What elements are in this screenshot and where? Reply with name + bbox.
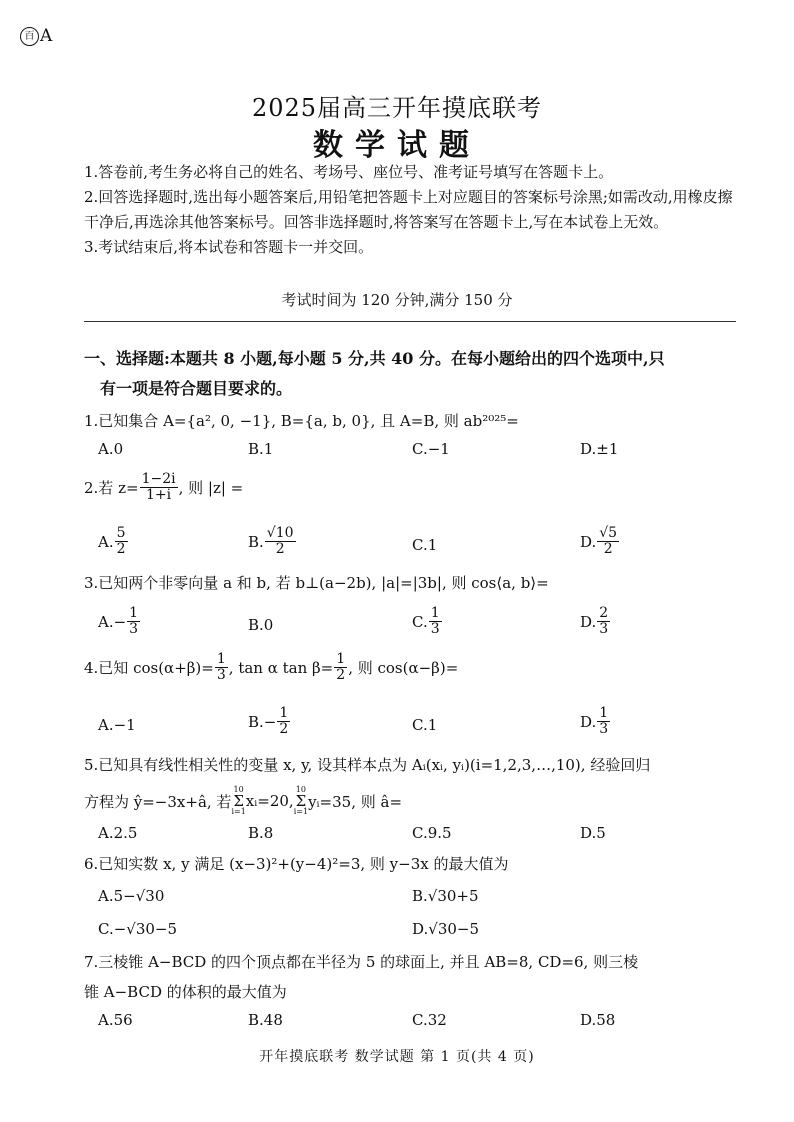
q5-option-b: B.8	[248, 824, 274, 842]
q2-option-d-num: √5	[599, 525, 618, 541]
q3-option-c-den: 3	[430, 621, 440, 637]
q5-option-c: C.9.5	[412, 824, 452, 842]
subject-title: 数学试题	[313, 128, 481, 163]
q3-option-d-label: D.	[580, 612, 597, 631]
q3-option-c-frac	[429, 606, 442, 637]
q1-option-a: A.0	[98, 440, 124, 458]
q4-part3: , 则 cos(α−β)=	[348, 659, 459, 677]
q7-option-a: A.56	[98, 1011, 133, 1029]
q4-option-c: C.1	[412, 716, 438, 734]
q4-option-b-label: B.−	[248, 712, 277, 731]
q4-option-d-den: 3	[599, 721, 609, 737]
instruction-2: 2.回答选择题时,选出每小题答案后,用铅笔把答题卡上对应题目的答案标号涂黑;如需改动,用橡皮擦干净后,再选涂其他答案标号。回答非选择题时,将答案写在答题卡上,写在本试卷上无效。	[84, 188, 733, 231]
q5-option-a: A.2.5	[98, 824, 138, 842]
section-heading-line2: 有一项是符合题目要求的。	[100, 379, 293, 398]
q5-line2-part1: 方程为 ŷ=−3x+â, 若	[84, 792, 232, 811]
instruction-3: 3.考试结束后,将本试卷和答题卡一并交回。	[84, 238, 374, 256]
q4-option-b-frac	[277, 706, 290, 737]
exam-title: 2025届高三开年摸底联考	[251, 94, 543, 122]
q2-option-a	[98, 526, 129, 557]
q1-option-d: D.±1	[580, 440, 619, 458]
q4-part1: 4.已知 cos(α+β)=	[84, 659, 214, 677]
q2-den: 1+i	[146, 487, 172, 503]
q2-option-a-num: 5	[116, 525, 126, 541]
q7-option-b: B.48	[248, 1011, 283, 1029]
q3-option-c	[412, 606, 443, 637]
q6-option-d: D.√30−5	[412, 920, 480, 938]
q2-option-d-den: 2	[603, 541, 613, 557]
instructions	[84, 160, 736, 260]
divider	[84, 321, 736, 322]
paper-code-letter: A	[40, 26, 53, 46]
instruction-1: 1.答卷前,考生务必将自己的姓名、考场号、座位号、准考证号填写在答题卡上。	[84, 163, 614, 181]
q3-option-a-den: 3	[129, 621, 139, 637]
q3-option-c-label: C.	[412, 612, 428, 631]
q4-stem	[84, 652, 458, 683]
page-footer: 开年摸底联考 数学试题 第 1 页(共 4 页)	[259, 1049, 535, 1065]
q2-option-b	[248, 526, 297, 557]
q3-option-d-num: 2	[599, 605, 609, 621]
q5-line1: 5.已知具有线性相关性的变量 x, y, 设其样本点为 Aᵢ(xᵢ, yᵢ)(i=1,2,3,…,10), 经验回归	[84, 756, 651, 774]
q4-frac1-num: 1	[216, 651, 226, 667]
q5-option-d: D.5	[580, 824, 606, 842]
q4-frac1	[215, 652, 228, 683]
q4-option-b-den: 2	[279, 721, 289, 737]
q2-option-d	[580, 526, 620, 557]
q2-suffix: , 则 |z| =	[178, 479, 244, 497]
time-and-score: 考试时间为 120 分钟,满分 150 分	[281, 291, 513, 309]
sum-symbol-y: 10 Σ i=1	[293, 785, 309, 816]
q4-frac2-den: 2	[336, 667, 346, 683]
q2-stem	[84, 472, 243, 503]
q2-option-b-frac	[265, 526, 296, 557]
q4-frac2-num: 1	[336, 651, 346, 667]
q4-frac2	[334, 652, 347, 683]
q3-option-a-num: 1	[129, 605, 139, 621]
q3-option-c-num: 1	[430, 605, 440, 621]
q5-line2-part3: yᵢ=35, 则 â=	[308, 792, 403, 811]
q7-option-d: D.58	[580, 1011, 616, 1029]
q2-option-c: C.1	[412, 536, 438, 554]
q4-option-a: A.−1	[98, 716, 136, 734]
q4-option-b	[248, 706, 291, 737]
q4-option-d-frac	[597, 706, 610, 737]
q1-option-c: C.−1	[412, 440, 450, 458]
q4-option-b-num: 1	[279, 705, 289, 721]
q4-option-d	[580, 706, 611, 737]
q2-num: 1−2i	[141, 471, 176, 487]
q5-line2-part2: xᵢ=20,	[245, 792, 294, 810]
q6-option-b: B.√30+5	[412, 887, 479, 905]
q1-stem: 1.已知集合 A={a², 0, −1}, B={a, b, 0}, 且 A=B, 则 ab²⁰²⁵=	[84, 412, 519, 430]
q2-prefix: 2.若 z=	[84, 479, 139, 497]
q2-fraction	[140, 472, 178, 503]
q2-option-d-frac	[597, 526, 619, 557]
paper-code-circle: 百	[20, 27, 39, 46]
q3-option-a-label: A.−	[98, 612, 127, 631]
q2-option-b-den: 2	[275, 541, 285, 557]
q4-part2: , tan α tan β=	[228, 658, 334, 677]
q2-option-b-label: B.	[248, 532, 264, 551]
q3-option-a	[98, 606, 141, 637]
q3-option-d	[580, 606, 611, 637]
q2-option-a-den: 2	[116, 541, 126, 557]
sum-x-bottom: i=1	[231, 807, 246, 816]
q4-option-d-num: 1	[599, 705, 609, 721]
sum-y-bottom: i=1	[293, 807, 309, 816]
q4-frac1-den: 3	[216, 667, 226, 683]
sum-x-top: 10	[233, 785, 244, 794]
q6-option-c: C.−√30−5	[98, 920, 178, 938]
q3-option-a-frac	[127, 606, 140, 637]
q7-option-c: C.32	[412, 1011, 447, 1029]
sum-y-top: 10	[295, 785, 306, 794]
paper-code	[20, 26, 52, 46]
q1-option-b: B.1	[248, 440, 274, 458]
q5-line2	[84, 786, 402, 816]
q4-option-d-label: D.	[580, 712, 597, 731]
q3-option-d-den: 3	[599, 621, 609, 637]
q7-line2: 锥 A−BCD 的体积的最大值为	[84, 983, 287, 1001]
section-heading-line1: 一、选择题:本题共 8 小题,每小题 5 分,共 40 分。在每小题给出的四个选项中,只	[84, 349, 665, 368]
q6-option-a: A.5−√30	[98, 887, 165, 905]
q7-line1: 7.三棱锥 A−BCD 的四个顶点都在半径为 5 的球面上, 并且 AB=8, CD=6, 则三棱	[84, 953, 639, 971]
sum-symbol-x: 10 Σ i=1	[231, 785, 246, 816]
q2-option-d-label: D.	[580, 532, 597, 551]
q2-option-a-frac	[115, 526, 128, 557]
q3-option-b: B.0	[248, 616, 274, 634]
q3-stem: 3.已知两个非零向量 a 和 b, 若 b⊥(a−2b), |a|=|3b|, 则 cos⟨a, b⟩=	[84, 574, 549, 592]
q6-stem: 6.已知实数 x, y 满足 (x−3)²+(y−4)²=3, 则 y−3x 的最大值为	[84, 855, 509, 873]
q2-option-a-label: A.	[98, 532, 114, 551]
q3-option-d-frac	[597, 606, 610, 637]
q2-option-b-num: √10	[266, 525, 294, 541]
